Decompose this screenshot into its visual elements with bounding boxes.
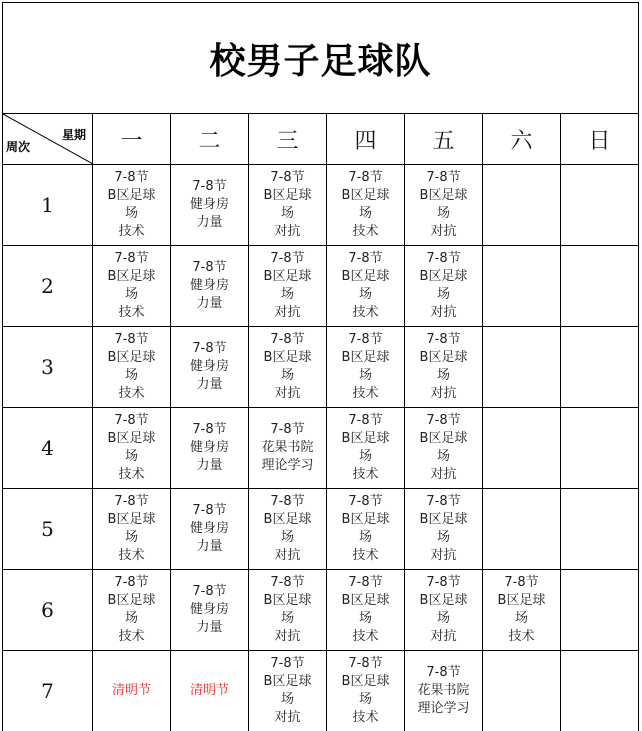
cell-line: 技术 bbox=[327, 628, 404, 646]
cell-line: 理论学习 bbox=[249, 457, 326, 475]
cell-line: 力量 bbox=[171, 214, 248, 232]
cell-line: 场 bbox=[483, 610, 560, 628]
schedule-cell bbox=[483, 570, 561, 651]
schedule-cell bbox=[171, 489, 249, 570]
schedule-cell bbox=[327, 651, 405, 731]
schedule-cell bbox=[93, 327, 171, 408]
cell-line: B区足球 bbox=[93, 430, 170, 448]
schedule-cell bbox=[249, 651, 327, 731]
cell-line: 7-8节 bbox=[249, 250, 326, 268]
schedule-cell bbox=[483, 165, 561, 246]
cell-line: 花果书院 bbox=[249, 439, 326, 457]
day-header-tue: 二 bbox=[171, 114, 249, 165]
schedule-cell bbox=[171, 246, 249, 327]
schedule-cell bbox=[327, 327, 405, 408]
schedule-cell bbox=[249, 246, 327, 327]
cell-line: 场 bbox=[327, 205, 404, 223]
holiday-label: 清明节 bbox=[171, 682, 248, 700]
cell-line: 对抗 bbox=[249, 385, 326, 403]
cell-line: 7-8节 bbox=[405, 169, 482, 187]
week-number: 1 bbox=[3, 165, 93, 246]
week-row bbox=[3, 246, 639, 327]
schedule-cell bbox=[405, 408, 483, 489]
schedule-cell bbox=[171, 165, 249, 246]
schedule-cell bbox=[249, 327, 327, 408]
cell-line: 场 bbox=[405, 529, 482, 547]
cell-line: 7-8节 bbox=[171, 583, 248, 601]
cell-line: 力量 bbox=[171, 538, 248, 556]
cell-line: B区足球 bbox=[327, 673, 404, 691]
cell-line: 技术 bbox=[327, 223, 404, 241]
cell-line: 7-8节 bbox=[171, 340, 248, 358]
cell-line: 场 bbox=[93, 529, 170, 547]
cell-line: 7-8节 bbox=[249, 493, 326, 511]
schedule-cell bbox=[405, 489, 483, 570]
header-row bbox=[3, 114, 639, 165]
schedule-cell bbox=[405, 327, 483, 408]
schedule-cell bbox=[405, 570, 483, 651]
week-row bbox=[3, 408, 639, 489]
cell-line: 7-8节 bbox=[249, 574, 326, 592]
cell-line: 7-8节 bbox=[93, 574, 170, 592]
cell-line: B区足球 bbox=[483, 592, 560, 610]
schedule-cell bbox=[561, 489, 639, 570]
cell-line: 7-8节 bbox=[405, 493, 482, 511]
cell-line: 花果书院 bbox=[405, 682, 482, 700]
schedule-cell bbox=[561, 408, 639, 489]
cell-line: 健身房 bbox=[171, 196, 248, 214]
schedule-table bbox=[2, 2, 639, 731]
cell-line: 场 bbox=[327, 610, 404, 628]
cell-line: 7-8节 bbox=[171, 178, 248, 196]
cell-line: 7-8节 bbox=[327, 250, 404, 268]
cell-line: 7-8节 bbox=[405, 250, 482, 268]
schedule-cell bbox=[327, 246, 405, 327]
cell-line: B区足球 bbox=[327, 268, 404, 286]
cell-line: B区足球 bbox=[249, 592, 326, 610]
schedule-cell bbox=[93, 489, 171, 570]
day-header-fri: 五 bbox=[405, 114, 483, 165]
cell-line: B区足球 bbox=[249, 673, 326, 691]
schedule-cell bbox=[249, 165, 327, 246]
cell-line: 技术 bbox=[327, 304, 404, 322]
cell-line: 技术 bbox=[93, 466, 170, 484]
cell-line: 对抗 bbox=[249, 547, 326, 565]
cell-line: B区足球 bbox=[249, 268, 326, 286]
cell-line: 技术 bbox=[327, 385, 404, 403]
cell-line: 对抗 bbox=[405, 304, 482, 322]
day-header-wed: 三 bbox=[249, 114, 327, 165]
cell-line: 场 bbox=[249, 610, 326, 628]
week-number: 5 bbox=[3, 489, 93, 570]
cell-line: 健身房 bbox=[171, 358, 248, 376]
cell-line: 力量 bbox=[171, 619, 248, 637]
schedule-cell bbox=[327, 408, 405, 489]
cell-line: 健身房 bbox=[171, 601, 248, 619]
cell-line: 场 bbox=[93, 286, 170, 304]
cell-line: 对抗 bbox=[249, 709, 326, 727]
week-row bbox=[3, 570, 639, 651]
cell-line: 力量 bbox=[171, 295, 248, 313]
cell-line: B区足球 bbox=[405, 349, 482, 367]
schedule-cell bbox=[561, 246, 639, 327]
cell-line: 7-8节 bbox=[93, 250, 170, 268]
holiday-label: 清明节 bbox=[93, 682, 170, 700]
cell-line: 场 bbox=[327, 529, 404, 547]
cell-line: 场 bbox=[405, 286, 482, 304]
cell-line: 7-8节 bbox=[405, 412, 482, 430]
cell-line: 技术 bbox=[483, 628, 560, 646]
cell-line: B区足球 bbox=[249, 187, 326, 205]
cell-line: 技术 bbox=[327, 547, 404, 565]
schedule-cell bbox=[93, 165, 171, 246]
week-row bbox=[3, 327, 639, 408]
schedule-cell bbox=[405, 246, 483, 327]
schedule-cell bbox=[405, 165, 483, 246]
cell-line: 健身房 bbox=[171, 520, 248, 538]
cell-line: 场 bbox=[405, 448, 482, 466]
cell-line: B区足球 bbox=[327, 511, 404, 529]
schedule-cell bbox=[483, 651, 561, 731]
cell-line: 7-8节 bbox=[171, 502, 248, 520]
cell-line: 场 bbox=[93, 367, 170, 385]
cell-line: 技术 bbox=[327, 466, 404, 484]
cell-line: 7-8节 bbox=[405, 331, 482, 349]
week-number: 7 bbox=[3, 651, 93, 731]
cell-line: 7-8节 bbox=[93, 169, 170, 187]
schedule-cell bbox=[93, 651, 171, 731]
cell-line: 7-8节 bbox=[171, 259, 248, 277]
cell-line: 场 bbox=[405, 367, 482, 385]
cell-line: 对抗 bbox=[249, 304, 326, 322]
table-title: 校男子足球队 bbox=[3, 3, 639, 114]
schedule-cell bbox=[93, 408, 171, 489]
cell-line: 7-8节 bbox=[483, 574, 560, 592]
week-row bbox=[3, 651, 639, 731]
cell-line: B区足球 bbox=[249, 511, 326, 529]
cell-line: B区足球 bbox=[93, 592, 170, 610]
schedule-cell bbox=[561, 651, 639, 731]
cell-line: 力量 bbox=[171, 376, 248, 394]
cell-line: B区足球 bbox=[405, 430, 482, 448]
cell-line: 对抗 bbox=[405, 547, 482, 565]
day-header-thu: 四 bbox=[327, 114, 405, 165]
cell-line: 对抗 bbox=[405, 466, 482, 484]
cell-line: 技术 bbox=[327, 709, 404, 727]
schedule-cell bbox=[561, 165, 639, 246]
cell-line: 7-8节 bbox=[327, 169, 404, 187]
cell-line: 对抗 bbox=[405, 223, 482, 241]
cell-line: B区足球 bbox=[405, 187, 482, 205]
schedule-cell bbox=[171, 327, 249, 408]
cell-line: B区足球 bbox=[327, 349, 404, 367]
cell-line: B区足球 bbox=[93, 349, 170, 367]
cell-line: B区足球 bbox=[405, 268, 482, 286]
schedule-cell bbox=[171, 651, 249, 731]
cell-line: 技术 bbox=[93, 223, 170, 241]
cell-line: 7-8节 bbox=[327, 574, 404, 592]
cell-line: 7-8节 bbox=[249, 655, 326, 673]
day-header-sun: 日 bbox=[561, 114, 639, 165]
cell-line: 对抗 bbox=[249, 628, 326, 646]
week-row bbox=[3, 165, 639, 246]
cell-line: B区足球 bbox=[327, 430, 404, 448]
cell-line: B区足球 bbox=[93, 511, 170, 529]
cell-line: 7-8节 bbox=[327, 412, 404, 430]
schedule-cell bbox=[93, 246, 171, 327]
cell-line: B区足球 bbox=[405, 592, 482, 610]
cell-line: B区足球 bbox=[93, 268, 170, 286]
schedule-cell bbox=[327, 165, 405, 246]
week-number: 3 bbox=[3, 327, 93, 408]
cell-line: 7-8节 bbox=[249, 169, 326, 187]
corner-header-cell bbox=[3, 114, 93, 165]
cell-line: 7-8节 bbox=[93, 493, 170, 511]
schedule-cell bbox=[327, 570, 405, 651]
schedule-cell bbox=[561, 570, 639, 651]
cell-line: 场 bbox=[405, 610, 482, 628]
week-row bbox=[3, 489, 639, 570]
cell-line: 7-8节 bbox=[405, 664, 482, 682]
cell-line: 7-8节 bbox=[171, 421, 248, 439]
cell-line: 场 bbox=[249, 529, 326, 547]
cell-line: 场 bbox=[93, 610, 170, 628]
cell-line: B区足球 bbox=[93, 187, 170, 205]
corner-week-label: 周次 bbox=[6, 138, 30, 155]
cell-line: 理论学习 bbox=[405, 700, 482, 718]
cell-line: 7-8节 bbox=[405, 574, 482, 592]
cell-line: 场 bbox=[327, 448, 404, 466]
cell-line: 7-8节 bbox=[327, 655, 404, 673]
cell-line: 7-8节 bbox=[327, 331, 404, 349]
cell-line: B区足球 bbox=[405, 511, 482, 529]
week-number: 6 bbox=[3, 570, 93, 651]
cell-line: 场 bbox=[93, 448, 170, 466]
schedule-cell bbox=[249, 408, 327, 489]
cell-line: 场 bbox=[405, 205, 482, 223]
cell-line: 场 bbox=[327, 691, 404, 709]
schedule-cell bbox=[327, 489, 405, 570]
schedule-cell bbox=[171, 570, 249, 651]
week-number: 4 bbox=[3, 408, 93, 489]
schedule-cell bbox=[561, 327, 639, 408]
schedule-cell bbox=[405, 651, 483, 731]
cell-line: 对抗 bbox=[405, 628, 482, 646]
cell-line: B区足球 bbox=[327, 187, 404, 205]
schedule-cell bbox=[249, 570, 327, 651]
cell-line: 技术 bbox=[93, 385, 170, 403]
cell-line: B区足球 bbox=[327, 592, 404, 610]
cell-line: 技术 bbox=[93, 547, 170, 565]
cell-line: 7-8节 bbox=[327, 493, 404, 511]
cell-line: 场 bbox=[249, 367, 326, 385]
schedule-sheet bbox=[2, 2, 639, 731]
cell-line: 力量 bbox=[171, 457, 248, 475]
cell-line: 场 bbox=[249, 286, 326, 304]
cell-line: 场 bbox=[249, 691, 326, 709]
week-number: 2 bbox=[3, 246, 93, 327]
cell-line: 技术 bbox=[93, 304, 170, 322]
cell-line: 场 bbox=[93, 205, 170, 223]
schedule-cell bbox=[483, 408, 561, 489]
cell-line: 7-8节 bbox=[93, 331, 170, 349]
schedule-cell bbox=[483, 489, 561, 570]
schedule-cell bbox=[171, 408, 249, 489]
schedule-cell bbox=[483, 246, 561, 327]
cell-line: B区足球 bbox=[249, 349, 326, 367]
schedule-cell bbox=[483, 327, 561, 408]
cell-line: 对抗 bbox=[249, 223, 326, 241]
cell-line: 健身房 bbox=[171, 277, 248, 295]
cell-line: 7-8节 bbox=[249, 331, 326, 349]
cell-line: 技术 bbox=[93, 628, 170, 646]
cell-line: 场 bbox=[327, 367, 404, 385]
schedule-cell bbox=[249, 489, 327, 570]
corner-weekday-label: 星期 bbox=[62, 126, 86, 143]
day-header-sat: 六 bbox=[483, 114, 561, 165]
schedule-cell bbox=[93, 570, 171, 651]
cell-line: 场 bbox=[327, 286, 404, 304]
cell-line: 7-8节 bbox=[93, 412, 170, 430]
cell-line: 7-8节 bbox=[249, 421, 326, 439]
cell-line: 场 bbox=[249, 205, 326, 223]
cell-line: 对抗 bbox=[405, 385, 482, 403]
cell-line: 健身房 bbox=[171, 439, 248, 457]
day-header-mon: 一 bbox=[93, 114, 171, 165]
